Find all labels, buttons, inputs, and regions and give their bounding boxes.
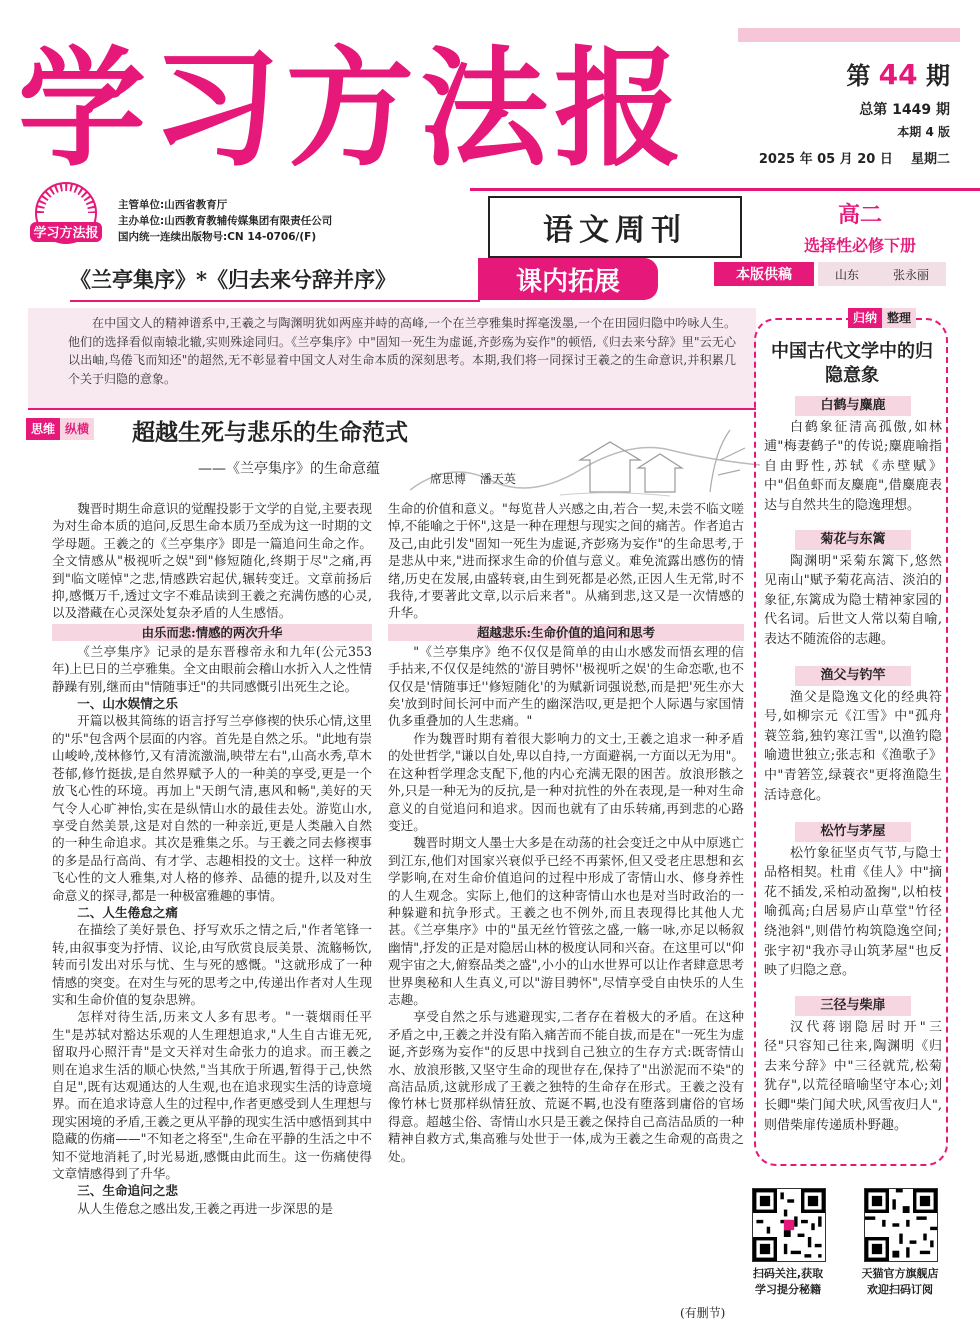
sidebar-item-heading: 三径与柴扉 xyxy=(795,996,911,1016)
article-authors xyxy=(430,470,516,487)
article-column-2 xyxy=(388,500,744,1165)
sidebar-tag xyxy=(848,308,916,328)
grade-label: 高二 xyxy=(837,203,882,228)
publisher-line: 国内统一连续出版物号:CN 14-0706/(F) xyxy=(118,231,317,243)
qr-caption-line: 天猫官方旗舰店 xyxy=(861,1267,939,1280)
sidebar-item-heading: 松竹与茅屋 xyxy=(795,822,911,842)
article-column-1 xyxy=(52,500,372,1217)
issue-number: 44 xyxy=(878,58,918,91)
author-name: 潘天英 xyxy=(479,472,516,486)
contributor-name: 张永丽 xyxy=(892,267,929,282)
publisher-line: 主管单位:山西省教育厅 xyxy=(118,199,228,211)
sidebar-tag-1: 归纳 xyxy=(848,308,882,328)
paragraph: 从人生倦怠之感出发,王羲之再进一步深思的是 xyxy=(77,1200,334,1216)
paragraph: 开篇以极其简练的语言抒写兰亭修禊的快乐心情,这里的"乐"包含两个层面的内容。首先是自然之乐。"此地有崇山峻岭,茂林修竹,又有清流激湍,映带左右",山高水秀,草木苍郁,修竹挺拔,是自然界赋予人的一种美的享受,更是一个放飞心性的环境。再加上"天朗气清,惠风和畅",美好的天气令人心旷神怡,实在是纵情山水的最佳去处。游览山水,享受自然美景,这是对自然的一种亲近,更是人类融入自然的一种生命追求。其次是雅集之乐。与王羲之同去修禊事的多是品行高尚、有才学、志趣相投的文士。这样一种放飞心性的文人雅集,对人格的修养、品德的提升,以及对生命意义的探寻,都是一种极富雅趣的事情。 xyxy=(52,713,372,903)
publish-date: 2025 年 05 月 20 日 星期二 xyxy=(758,152,950,167)
sidebar-tag-2: 整理 xyxy=(882,308,916,328)
issue-info xyxy=(740,56,950,167)
svg-text:学习方法报: 学习方法报 xyxy=(33,226,99,241)
author-name: 席思博 xyxy=(430,472,467,486)
issue-line xyxy=(740,56,950,91)
intro-box xyxy=(28,308,756,410)
sidebar-item-text: 汉代蒋诩隐居时开"三径"只容知己往来,陶渊明《归去来兮辞》中"三径就荒,松菊犹存",以荒径暗喻坚守本心;刘长卿"柴门闻犬吠,风雪夜归人",则借柴扉传递质朴野趣。 xyxy=(764,1019,942,1133)
article-title-bar xyxy=(70,262,480,302)
paragraph: 怎样对待生活,历来文人多有思考。"一蓑烟雨任平生"是苏轼对豁达乐观的人生理想追求,"人生自古谁无死,留取丹心照汗青"是文天祥对生命张力的追求。而王羲之则在追求生活的顺心快然,"当其欣于所遇,暂得于己,快然自足",既有达观通达的人生观,也在追求现实生活的诗意境界。而在追求诗意人生的过程中,作者更感受到人生理想与现实困境的矛盾,王羲之更从平静的现实生活中感悟到其中隐藏的伤痛——"不知老之将至",生命在平静的生活之中不知不觉地消耗了,时光易逝,感慨由此而生。这一伤痛使得文章情感得到了升华。 xyxy=(52,1009,372,1182)
page-count: 本期 4 版 xyxy=(897,125,950,139)
paragraph: "《兰亭集序》绝不仅仅是简单的由山水感发而悟玄理的信手拈来,不仅仅是纯然的'游目骋怀''极视听之娱'的生命恋歌,也不仅仅是'情随事迁''修短随化'的为赋新词强说愁,而是把'死生亦大矣'放到时间长河中而产生的幽深浩叹,更是把个人际遇与家国情仇多重叠加的人生悲痛。" xyxy=(388,643,744,729)
section-heading-bar: 由乐而悲:情感的两次升华 xyxy=(52,624,372,641)
qr-code-icon[interactable] xyxy=(752,1188,826,1262)
sub-heading: 三、生命追问之悲 xyxy=(77,1183,178,1199)
header-divider xyxy=(470,188,980,191)
texts-title: 《兰亭集序》*《归去来兮辞并序》 xyxy=(70,267,396,292)
publisher-logo-icon xyxy=(20,178,112,248)
paragraph: 魏晋时期生命意识的觉醒投影于文学的自觉,主要表现为对生命本质的追问,反思生命本质乃至成为这一时期的文学母题。王羲之的《兰亭集序》即是一篇追问生命之作。全文情感从"极视听之娱"到"修短随化,终期于尽"之痛,再到"临文嗟悼"之悲,情感跌宕起伏,辗转变迁。文章前扬后抑,感慨万千,透过文字不难品读到王羲之充满伤感的心灵,以及潜藏在心灵深处复杂矛盾的人生感悟。 xyxy=(52,501,372,621)
qr-caption-line: 学习提分秘籍 xyxy=(755,1283,821,1296)
qr-caption-line: 欢迎扫码订阅 xyxy=(867,1283,933,1296)
publisher-line: 主办单位:山西教育教辅传媒集团有限责任公司 xyxy=(118,215,333,227)
sidebar-item-text: 松竹象征坚贞气节,与隐士品格相契。杜甫《佳人》中"摘花不插发,采柏动盈掬",以柏枝喻孤高;白居易庐山草堂"竹径绕池斜",则借竹构筑隐逸空间;张宇初"我亦寻山筑茅屋"也反映了归隐之意。 xyxy=(764,845,942,979)
contributor-info xyxy=(818,262,946,286)
qr-code-icon[interactable] xyxy=(864,1188,938,1262)
sidebar-item-text: 白鹤象征清高孤傲,如林逋"梅妻鹤子"的传说;麋鹿喻指自由野性,苏轼《赤壁赋》中"侣鱼虾而友麋鹿",借麋鹿表达与自然共生的隐逸理想。 xyxy=(764,419,942,513)
issue-prefix: 第 xyxy=(846,62,871,90)
sub-heading: 二、人生倦怠之痛 xyxy=(77,904,178,920)
grade-box xyxy=(760,198,960,256)
sidebar-item-text: 渔父是隐逸文化的经典符号,如柳宗元《江雪》中"孤舟蓑笠翁,独钓寒江雪",以渔钓隐喻遗世独立;张志和《渔歌子》中"青箬笠,绿蓑衣"更将渔隐生活诗意化。 xyxy=(764,689,942,803)
abridged-note: (有删节) xyxy=(680,1306,726,1320)
qr-caption-line: 扫码关注,获取 xyxy=(752,1267,824,1280)
sidebar-item xyxy=(764,822,942,981)
contributor-region: 山东 xyxy=(834,267,859,282)
newspaper-masthead: 学习方法报 xyxy=(18,35,689,184)
top-accent-bar xyxy=(738,28,960,42)
sidebar-item-heading: 白鹤与麋鹿 xyxy=(795,396,911,416)
article-title: 超越生死与悲乐的生命范式 xyxy=(132,420,408,446)
course-label: 选择性必修下册 xyxy=(803,236,916,255)
section-heading-bar: 超越悲乐:生命价值的追问和思考 xyxy=(388,624,744,641)
sidebar-item-heading: 菊花与东篱 xyxy=(795,530,911,550)
article-tag xyxy=(26,418,94,440)
sidebar-item-heading: 渔父与钓竿 xyxy=(795,666,911,686)
paragraph: 魏晋时期文人墨士大多是在动荡的社会变迁之中从中原逃亡到江东,他们对国家兴衰似乎已经不再萦怀,但又受老庄思想和玄学影响,在对生命价值追问的过程中形成了寄情山水、修身养性的人生观念。实际上,他们的这种寄情山水也是对当时政治的一种躲避和抗争形式。王羲之也不例外,而且表现得比其他人尤甚。《兰亭集序》中的"虽无丝竹管弦之盛,一觞一咏,亦足以畅叙幽情",抒发的正是对隐居山林的极度认同和兴奋。在这里可以"仰观宇宙之大,俯察品类之盛",小小的山水世界可以让作者肆意思考世界奥秘和人生真义,可以"游目骋怀",尽情享受自由快乐的人生志趣。 xyxy=(388,835,744,1007)
article-tag-2: 纵横 xyxy=(60,418,94,440)
sidebar-item xyxy=(764,530,942,650)
sidebar-item-text: 陶渊明"采菊东篱下,悠然见南山"赋予菊花高洁、淡泊的象征,东篱成为隐士精神家园的代名词。后世文人常以菊自喻,表达不随流俗的志趣。 xyxy=(764,553,942,647)
paragraph: 享受自然之乐与逃避现实,二者存在着极大的矛盾。在这种矛盾之中,王羲之并没有陷入痛苦而不能自拔,而是在"一死生为虚诞,齐彭殇为妄作"的反思中找到自己独立的生存方式:既寄情山水、放浪形骸,又坚守生命的现世存在,保持了"出淤泥而不染"的高洁品质,这就形成了王羲之独特的生命存在形式。王羲之没有像竹林七贤那样纵情狂放、荒诞不羁,也没有堕落到庸俗的官场得意。超越尘俗、寄情山水只是王羲之保持自己高洁品质的一种精神自救方式,集高雅与处世于一体,成为王羲之生命观的高贵之处。 xyxy=(388,1009,744,1164)
landscape-illustration-icon xyxy=(410,420,760,500)
paragraph: 在描绘了美好景色、抒写欢乐之情之后,"作者笔锋一转,由叙事变为抒情、议论,由写欣赏良辰美景、流觞畅饮,转而引发出对乐与忧、生与死的感慨。"这就形成了一种情感的突变。在对生与死的思考之中,传递出作者对人生现实和生命价值的复杂思辨。 xyxy=(52,922,372,1007)
weekly-section-title: 语文周刊 xyxy=(488,196,742,258)
paragraph: 《兰亭集序》记录的是东晋穆帝永和九年(公元353年)上巳日的兰亭雅集。全文由眼前会稽山水折入人之性情静躁有别,继而由"情随事迁"的共同感慨引出死生之论。 xyxy=(52,643,372,694)
contributor-tag: 本版供稿 xyxy=(714,262,814,286)
sidebar-item xyxy=(764,396,942,516)
paragraph: 作为魏晋时期有着很大影响力的文士,王羲之追求一种矛盾的处世哲学,"谦以自处,卑以自持,一方面避祸,一方面以无为用"。在这种哲学理念支配下,他的内心充满无限的困苦。放浪形骸之外,只是一种无为的反抗,是一种对抗性的外在表现,是一种对生命意义的自觉追问和追求。因而也就有了由乐转痛,再到悲的心路变迁。 xyxy=(388,730,744,833)
article-tag-1: 思维 xyxy=(26,418,60,440)
qr-caption-left xyxy=(738,1266,838,1298)
intro-text: 在中国文人的精神谱系中,王羲之与陶渊明犹如两座并峙的高峰,一个在兰亭雅集时挥毫泼墨,一个在田园归隐中吟咏人生。他们的选择看似南辕北辙,实则殊途同归。《兰亭集序》中"固知一死生为虚诞,齐彭殇为妄作"的顿悟,《归去来兮辞》里"云无心以出岫,鸟倦飞而知还"的超然,无不彰显着中国文人对生命本质的深刻思考。本期,我们将一同探讨王羲之的生命意识,并积累几个关于归隐的意象。 xyxy=(68,316,736,386)
publisher-info xyxy=(118,197,332,245)
total-issue: 总第 1449 期 xyxy=(859,102,950,118)
sub-heading: 一、山水娱情之乐 xyxy=(77,696,178,712)
qr-caption-right xyxy=(850,1266,950,1298)
sidebar-title: 中国古代文学中的归隐意象 xyxy=(771,341,933,386)
sidebar-item xyxy=(764,996,942,1135)
issue-suffix: 期 xyxy=(926,62,950,90)
sidebar-item xyxy=(764,666,942,805)
paragraph: 生命的价值和意义。"每览昔人兴感之由,若合一契,未尝不临文嗟悼,不能喻之于怀",这是一种在理想与现实之间的痛苦。作者追古及己,由此引发"固知一死生为虚诞,齐彭殇为妄作"的生命思考,于是悲从中来,"进而探求生命的价值与意义。难免流露出感伤的情绪,历史在发展,由盛转衰,由生到死都是必然,正因人生无常,时不我待,才要著此文章,以示后来者"。从痛到悲,这又是一次情感的升华。 xyxy=(388,501,744,621)
article-subtitle: ——《兰亭集序》的生命意蕴 xyxy=(198,461,380,477)
column-tag: 课内拓展 xyxy=(478,258,658,300)
